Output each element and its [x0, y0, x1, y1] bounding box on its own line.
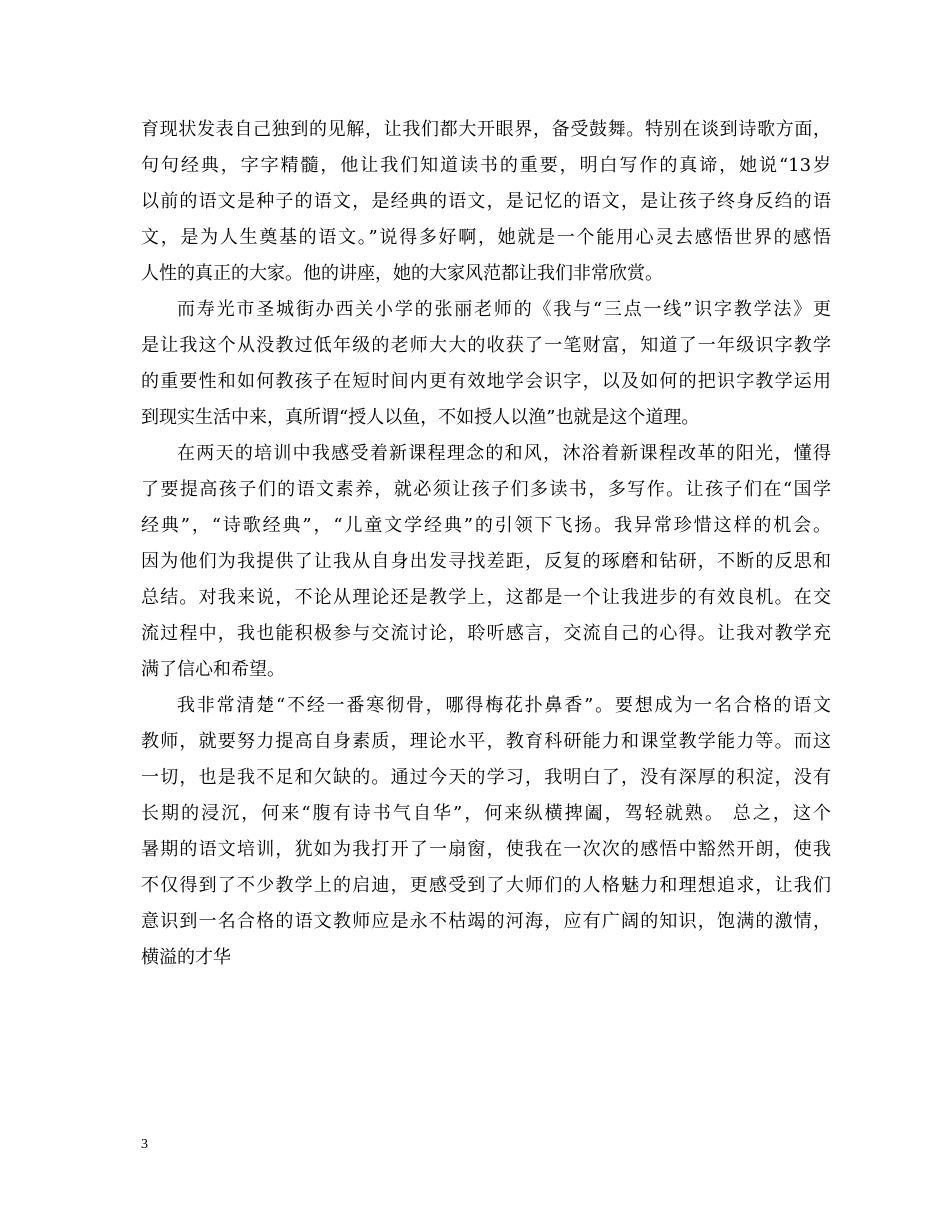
text-line: 教师，就要努力提高自身素质，理论水平，教育科研能力和课堂教学能力等。而这: [141, 731, 831, 752]
text-line: 总结。对我来说，不论从理论还是教学上，这都是一个让我进步的有效良机。在交: [141, 587, 831, 608]
text-line: 不仅得到了不少教学上的启迪，更感受到了大师们的人格魅力和理想追求，让我们: [141, 875, 831, 896]
text-line: 是让我这个从没教过低年级的老师大大的收获了一笔财富，知道了一年级识字教学: [141, 335, 831, 356]
page-number: 3: [141, 1137, 148, 1152]
text-line: 意识到一名合格的语文教师应是永不枯竭的河海，应有广阔的知识，饱满的激情，: [141, 911, 831, 932]
text-line: 人性的真正的大家。他的讲座，她的大家风范都让我们非常欣赏。: [141, 263, 663, 284]
text-line: 的重要性和如何教孩子在短时间内更有效地学会识字，以及如何的把识字教学运用: [141, 371, 831, 392]
text-line: 长期的浸沉，何来“腹有诗书气自华”，何来纵横捭阖，驾轻就熟。 总之，这个: [141, 803, 831, 824]
text-line: 横溢的才华: [141, 947, 231, 968]
paragraph-start-line: 而寿光市圣城街办西关小学的张丽老师的《我与“三点一线”识字教学法》更: [177, 299, 831, 320]
text-line: 以前的语文是种子的语文，是经典的语文，是记忆的语文，是让孩子终身反绉的语: [141, 191, 831, 212]
text-line: 文，是为人生奠基的语文。”说得多好啊，她就是一个能用心灵去感悟世界的感悟: [141, 227, 831, 248]
text-line: 一切，也是我不足和欠缺的。通过今天的学习，我明白了，没有深厚的积淀，没有: [141, 767, 831, 788]
text-line: 因为他们为我提供了让我从自身出发寻找差距，反复的琢磨和钻研，不断的反思和: [141, 551, 831, 572]
text-line: 满了信心和希望。: [141, 659, 285, 680]
text-line: 句句经典，字字精髓，他让我们知道读书的重要，明白写作的真谛，她说“13岁: [141, 155, 831, 176]
paragraph-start-line: 我非常清楚“不经一番寒彻骨，哪得梅花扑鼻香”。要想成为一名合格的语文: [177, 695, 831, 716]
paragraph-start-line: 在两天的培训中我感受着新课程理念的和风，沐浴着新课程改革的阳光，懂得: [177, 443, 831, 464]
text-line: 暑期的语文培训，犹如为我打开了一扇窗，使我在一次次的感悟中豁然开朗，使我: [141, 839, 831, 860]
text-line: 到现实生活中来，真所谓“授人以鱼，不如授人以渔”也就是这个道理。: [141, 407, 700, 428]
text-line: 流过程中，我也能积极参与交流讨论，聆听感言，交流自己的心得。让我对教学充: [141, 623, 831, 644]
text-line: 了要提高孩子们的语文素养，就必须让孩子们多读书，多写作。让孩子们在“国学: [141, 479, 831, 500]
text-line: 育现状发表自己独到的见解，让我们都大开眼界，备受鼓舞。特别在谈到诗歌方面，: [141, 119, 831, 140]
text-line: 经典”，“诗歌经典”，“儿童文学经典”的引领下飞扬。我异常珍惜这样的机会。: [141, 515, 831, 536]
body-text: [141, 112, 831, 976]
